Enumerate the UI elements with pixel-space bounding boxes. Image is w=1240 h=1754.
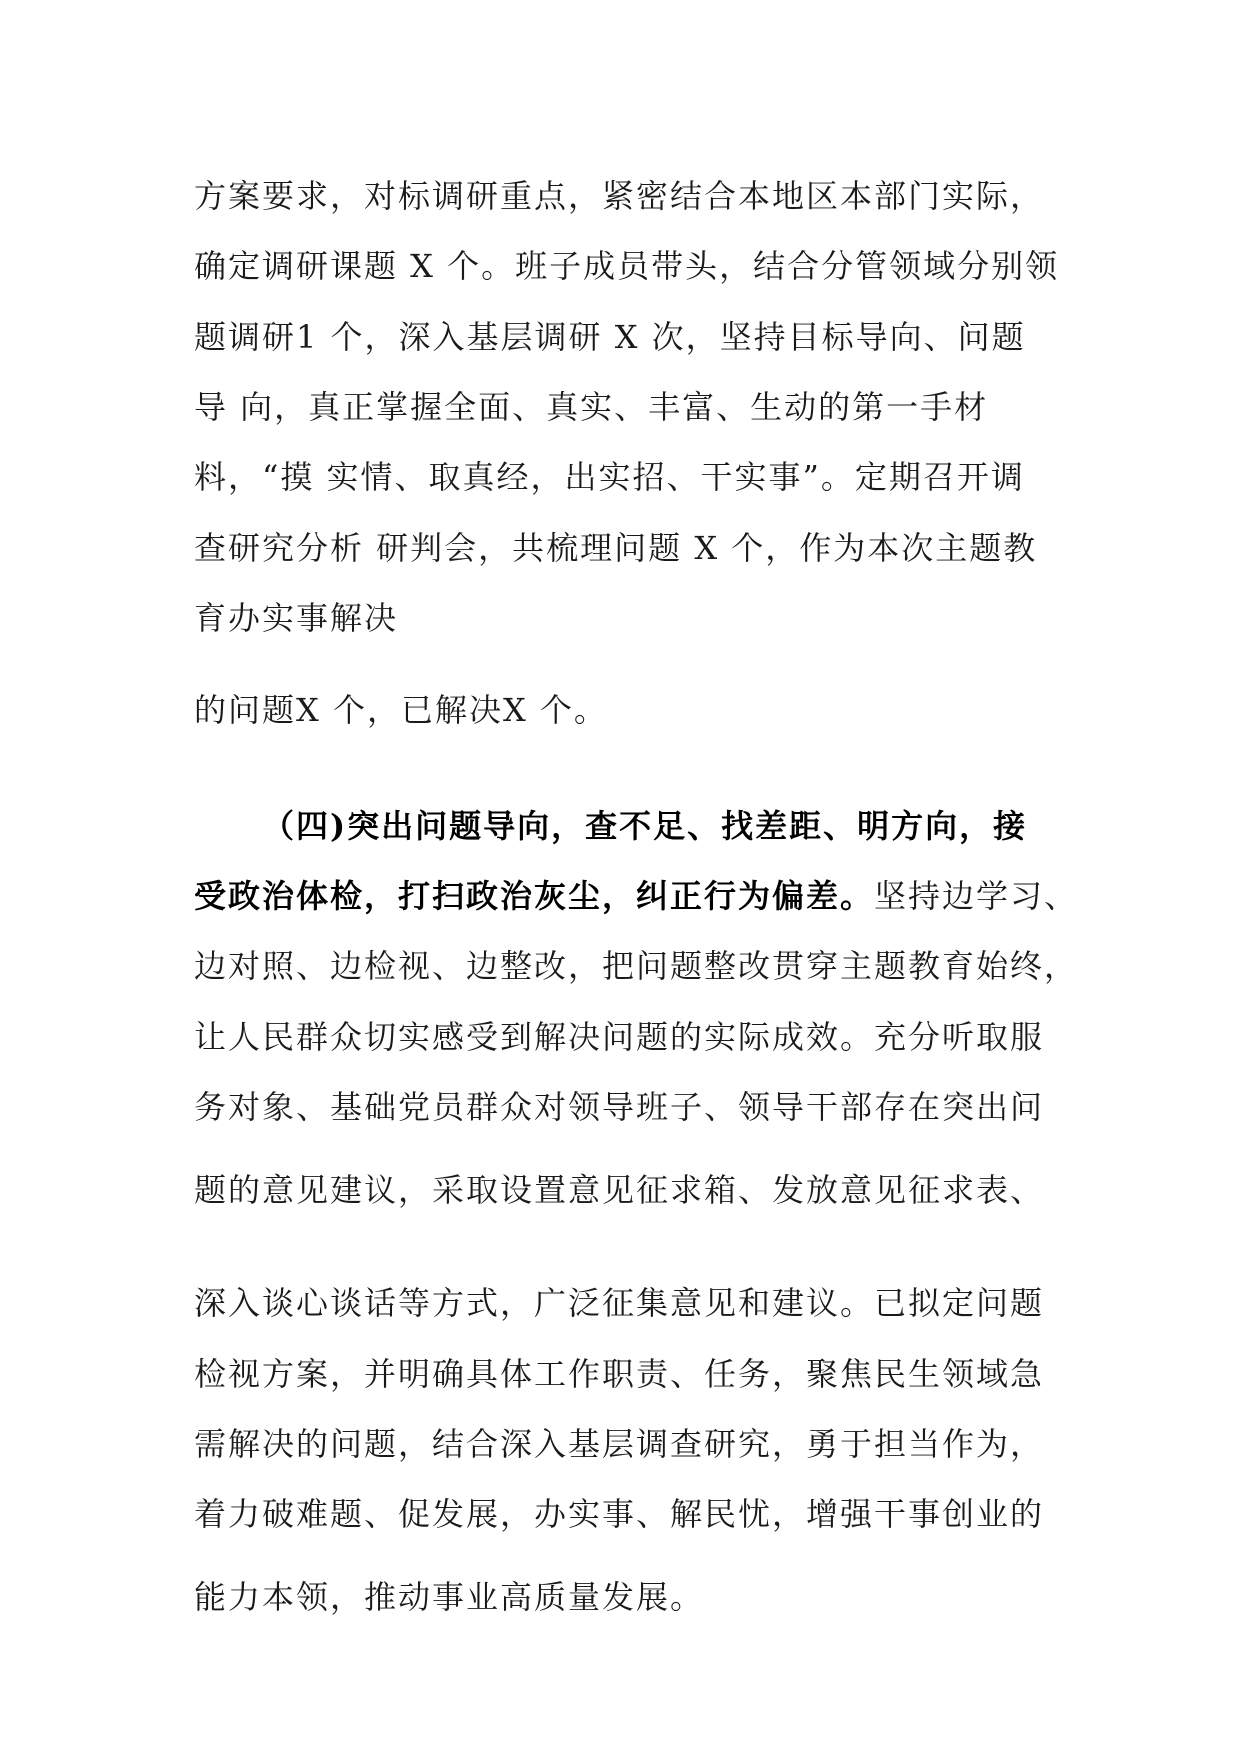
paragraph-line-6: 查研究分析 研判会，共梳理问题 X 个，作为本次主题教 [194, 529, 1038, 567]
section-body-line-5: 深入谈心谈话等方式，广泛征集意见和建议。已拟定问题 [194, 1284, 1045, 1322]
section-body-line-3: 务对象、基础党员群众对领导班子、领导干部存在突出问 [194, 1088, 1045, 1126]
section-line-2 [194, 876, 1078, 916]
paragraph-line-5: 料，“摸 实情、取真经，出实招、干实事”。定期召开调 [194, 458, 1025, 496]
section-body-line-9: 能力本领，推动事业高质量发展。 [194, 1578, 705, 1616]
section-body-line-7: 需解决的问题，结合深入基层调查研究，勇于担当作为， [194, 1425, 1045, 1463]
paragraph-line-8: 的问题X 个，已解决X 个。 [194, 691, 608, 729]
paragraph-line-4: 导 向，真正掌握全面、真实、丰富、生动的第一手材 [194, 388, 989, 426]
section-heading-line-1: （四)突出问题导向，查不足、找差距、明方向，接 [262, 807, 1028, 845]
paragraph-line-7: 育办实事解决 [194, 599, 399, 637]
section-body-line-4: 题的意见建议，采取设置意见征求箱、发放意见征求表、 [194, 1171, 1045, 1209]
section-line-2-rest: 坚持边学习、 [874, 877, 1079, 915]
paragraph-line-2: 确定调研课题 X 个。班子成员带头，结合分管领域分别领 [194, 247, 1060, 285]
section-body-line-1: 边对照、边检视、边整改，把问题整改贯穿主题教育始终， [194, 947, 1079, 985]
section-body-line-8: 着力破难题、促发展，办实事、解民忧，增强干事创业的 [194, 1495, 1045, 1533]
section-heading-line-2: 受政治体检，打扫政治灰尘，纠正行为偏差。 [194, 877, 875, 915]
section-body-line-2: 让人民群众切实感受到解决问题的实际成效。充分听取服 [194, 1018, 1045, 1056]
paragraph-line-1: 方案要求，对标调研重点，紧密结合本地区本部门实际， [194, 177, 1045, 215]
paragraph-line-3: 题调研1 个，深入基层调研 X 次，坚持目标导向、问题 [194, 318, 1026, 356]
section-body-line-6: 检视方案，并明确具体工作职责、任务，聚焦民生领域急 [194, 1355, 1045, 1393]
